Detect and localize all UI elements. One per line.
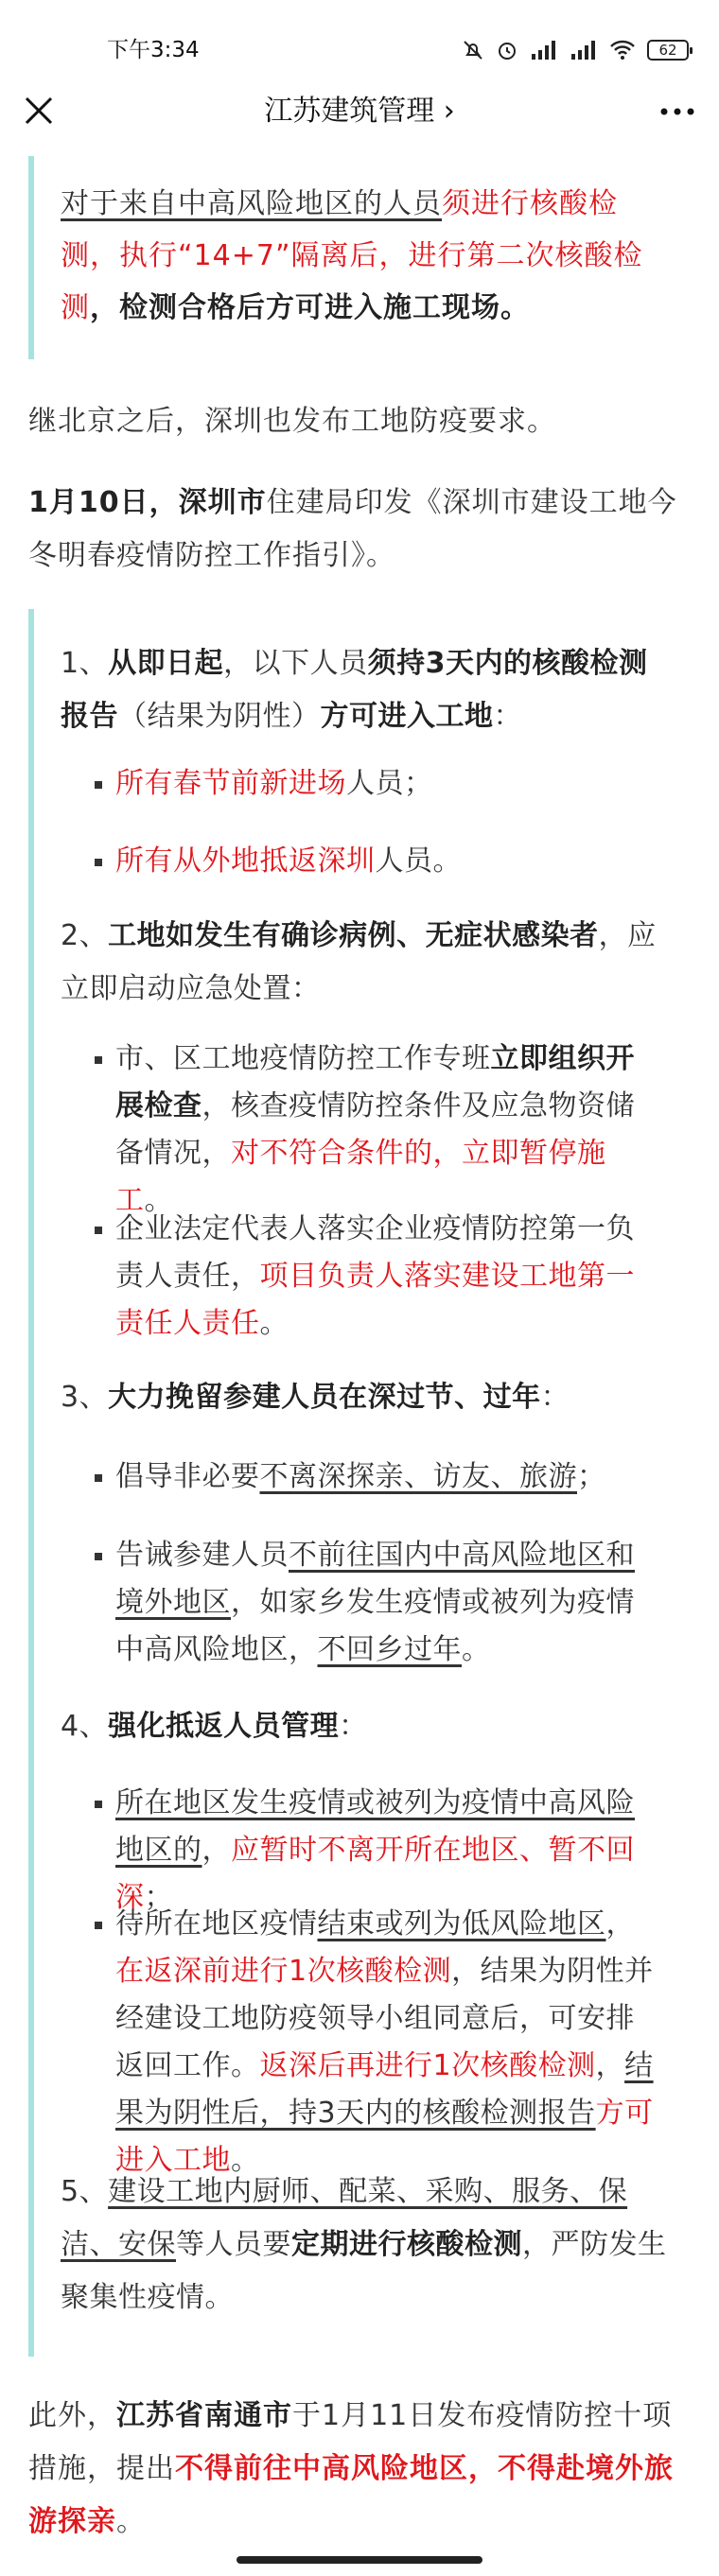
item-4-bold: 强化抵返人员管理 bbox=[108, 1710, 340, 1743]
bullet-5-b: 不离深探亲、访友、旅游 bbox=[259, 1460, 577, 1493]
bullet-6-b: 不前往国内中高风险地区和境外地区 bbox=[115, 1539, 635, 1619]
bullet-8-c: ， bbox=[605, 1907, 635, 1941]
item-1-colon: ： bbox=[493, 700, 522, 733]
item-5-e: ，严防发生聚集性疫情。 bbox=[61, 2228, 667, 2314]
bullet-4 bbox=[95, 1206, 662, 1348]
item-1-bold-f: 方可进入工地 bbox=[320, 700, 494, 733]
bullet-4-a: 企业法定代表人落实企业疫情防控第一负责人责任， bbox=[115, 1212, 635, 1293]
paragraph-3 bbox=[28, 2390, 691, 2549]
bullet-3-e: 。 bbox=[144, 1184, 173, 1217]
bullet-8-d: 在返深前进行1次核酸检测 bbox=[115, 1955, 452, 1988]
p3-e: 。 bbox=[116, 2505, 146, 2538]
item-4-colon: ： bbox=[339, 1710, 368, 1743]
item-5-bold: 定期进行核酸检测 bbox=[291, 2228, 522, 2261]
bullet-3-a: 市、区工地疫情防控工作专班 bbox=[115, 1042, 491, 1075]
status-bar bbox=[0, 0, 719, 62]
paragraph-2 bbox=[28, 477, 691, 583]
list-item-3 bbox=[61, 1371, 675, 1424]
list-item-2 bbox=[61, 910, 675, 1016]
p3-a: 此外， bbox=[28, 2399, 116, 2432]
battery-icon: 62 bbox=[647, 40, 689, 61]
bullet-1-red: 所有春节前新进场 bbox=[115, 767, 346, 800]
home-indicator[interactable] bbox=[237, 2556, 482, 2564]
mute-icon bbox=[462, 39, 484, 61]
nav-bar bbox=[0, 74, 719, 149]
item-2-text: ，应立即启动应急处置： bbox=[61, 919, 657, 1005]
bullet-4-b: 项目负责人落实建设工地第一责任人责任 bbox=[115, 1260, 635, 1340]
bullet-1 bbox=[95, 760, 662, 808]
bullet-7-b: ， bbox=[202, 1834, 231, 1867]
list-item-1 bbox=[61, 637, 675, 743]
bullet-8-i: 方可进入工地 bbox=[115, 2097, 654, 2177]
signal-icon bbox=[570, 39, 598, 61]
p2-city: 深圳市 bbox=[178, 486, 267, 519]
item-2-bold: 工地如发生有确诊病例、无症状感染者 bbox=[108, 919, 599, 952]
paragraph-1: 继北京之后，深圳也发布工地防疫要求。 bbox=[28, 405, 556, 438]
bullet-3-d: 对不符合条件的，立即暂停施工 bbox=[115, 1137, 606, 1217]
signal-icon bbox=[530, 39, 558, 61]
bullet-8-e: ，结果为阴性并经建设工地防疫领导小组同意后，可安排返回工作。 bbox=[115, 1955, 654, 2082]
item-4-number: 4、 bbox=[61, 1710, 109, 1743]
quote-top-s3: ，检测合格后方可进入施工现场。 bbox=[90, 291, 530, 324]
item-1-bold-a: 从即日起 bbox=[108, 647, 224, 680]
bullet-2 bbox=[95, 838, 662, 885]
p3-d: 不得前往中高风险地区，不得赴境外旅游探亲 bbox=[28, 2452, 674, 2538]
more-icon[interactable] bbox=[657, 95, 698, 129]
item-1-bold-d: 须持3天内的核酸检测报告 bbox=[61, 647, 648, 733]
item-3-colon: ： bbox=[540, 1381, 570, 1414]
alarm-icon bbox=[496, 39, 518, 61]
p3-c: 于1月11日发布疫情防控十项措施，提出 bbox=[28, 2399, 673, 2485]
list-item-4 bbox=[61, 1700, 675, 1753]
item-3-bold: 大力挽留参建人员在深过节、过年 bbox=[108, 1381, 541, 1414]
wifi-icon bbox=[609, 39, 636, 61]
p2-rest: 住建局印发《深圳市建设工地今冬明春疫情防控工作指引》。 bbox=[28, 486, 677, 572]
item-1-text-c: ，以下人员 bbox=[223, 647, 368, 680]
quote-top-s2: 须进行核酸检测，执行“14+7”隔离后，进行第二次核酸检测 bbox=[61, 187, 643, 324]
item-5-underline: 建设工地内厨师、配菜、采购、服务、保洁、安保 bbox=[61, 2175, 628, 2261]
bullet-3-b: 立即组织开展检查 bbox=[115, 1042, 635, 1123]
bullet-8-h: 结果为阴性后，持3天内的核酸检测报告 bbox=[115, 2049, 654, 2130]
bullet-7-c: 应暂时不离开所在地区、暂不回深 bbox=[115, 1834, 635, 1914]
bullet-6-c: ，如家乡发生疫情或被列为疫情中高风险地区， bbox=[115, 1586, 635, 1666]
item-1-number: 1、 bbox=[61, 647, 109, 680]
bullet-8-j: 。 bbox=[231, 2144, 260, 2177]
bullet-5-c: ； bbox=[577, 1460, 606, 1493]
bullet-3-c: ，核查疫情防控条件及应急物资储备情况， bbox=[115, 1089, 635, 1170]
status-icons bbox=[462, 38, 689, 62]
item-1-text-e: （结果为阴性） bbox=[118, 700, 321, 733]
list-item-5 bbox=[61, 2166, 675, 2324]
bullet-8-a: 待所在地区疫情 bbox=[115, 1907, 318, 1941]
item-5-number: 5、 bbox=[61, 2175, 109, 2208]
bullet-8 bbox=[95, 1901, 662, 2184]
status-time: 下午3:34 bbox=[107, 38, 200, 62]
p2-date: 1月10日， bbox=[28, 486, 179, 519]
account-title[interactable]: 江苏建筑管理 › bbox=[264, 95, 455, 128]
bullet-6-e: 。 bbox=[462, 1633, 491, 1666]
bullet-4-c: 。 bbox=[259, 1307, 289, 1340]
bullet-3 bbox=[95, 1036, 662, 1225]
p3-b: 江苏省南通市 bbox=[116, 2399, 292, 2432]
quote-top-text bbox=[61, 178, 675, 334]
bullet-6-a: 告诫参建人员 bbox=[115, 1539, 289, 1572]
bullet-5-a: 倡导非必要 bbox=[115, 1460, 260, 1493]
item-3-number: 3、 bbox=[61, 1381, 109, 1414]
item-5-c: 等人员要 bbox=[176, 2228, 291, 2261]
bullet-7-d: ； bbox=[144, 1881, 173, 1914]
bullet-8-f: 返深后再进行1次核酸检测 bbox=[259, 2049, 596, 2082]
bullet-7-a: 所在地区发生疫情或被列为疫情中高风险地区的 bbox=[115, 1786, 635, 1867]
bullet-5 bbox=[95, 1453, 662, 1501]
bullet-1-text: 人员； bbox=[346, 767, 433, 800]
bullet-2-red: 所有从外地抵返深圳 bbox=[115, 844, 376, 878]
bullet-2-text: 人员。 bbox=[375, 844, 462, 878]
bullet-8-b: 结束或列为低风险地区 bbox=[317, 1907, 606, 1941]
quote-top-s1: 对于来自中高风险地区的人员 bbox=[61, 187, 442, 220]
item-2-number: 2、 bbox=[61, 919, 109, 952]
bullet-6 bbox=[95, 1532, 662, 1674]
bullet-8-g: ， bbox=[595, 2049, 625, 2082]
bullet-6-d: 不回乡过年 bbox=[317, 1633, 462, 1666]
